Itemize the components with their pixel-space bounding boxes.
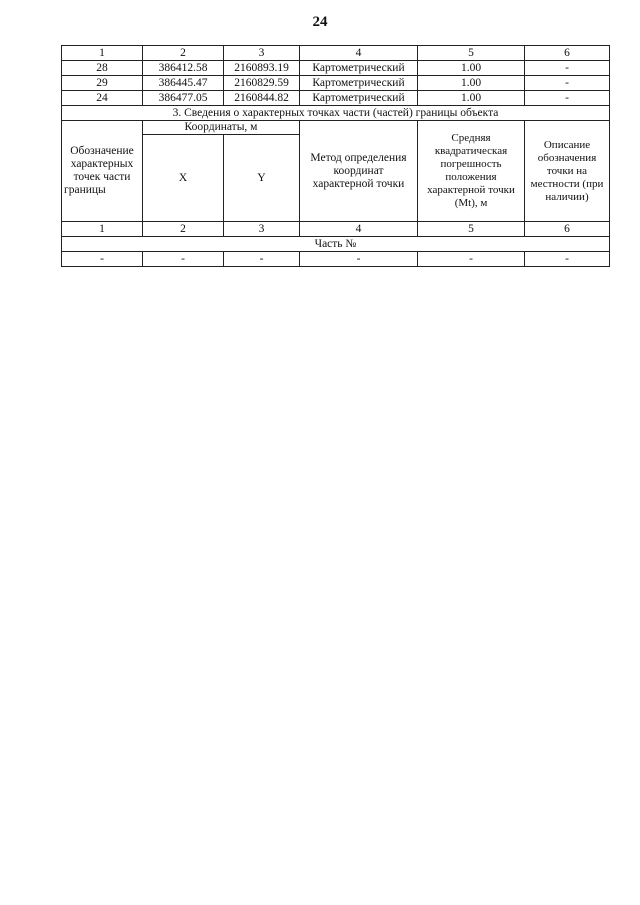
header-cell: 1 xyxy=(62,46,143,61)
part-label-row xyxy=(62,237,610,252)
error-cell: 1.00 xyxy=(418,91,525,106)
coordinates-table xyxy=(61,45,610,267)
header-cell: 3 xyxy=(224,222,300,237)
header-cell: 5 xyxy=(418,222,525,237)
empty-cell: - xyxy=(418,252,525,267)
section-title-row xyxy=(62,106,610,121)
header-row xyxy=(62,121,610,135)
description-header: Описание обозначения точки на местности (при наличии) xyxy=(525,121,610,222)
section-title: 3. Сведения о характерных точках части (частей) границы объекта xyxy=(62,106,610,121)
column-number-row xyxy=(62,222,610,237)
error-cell: 1.00 xyxy=(418,76,525,91)
table-row xyxy=(62,76,610,91)
header-cell: 2 xyxy=(143,222,224,237)
header-cell: 3 xyxy=(224,46,300,61)
method-cell: Картометрический xyxy=(300,91,418,106)
y-cell: 2160893.19 xyxy=(224,61,300,76)
page-number: 24 xyxy=(312,14,328,30)
header-cell: 4 xyxy=(300,222,418,237)
point-id-cell: 28 xyxy=(62,61,143,76)
x-header: X xyxy=(143,135,224,222)
coordinates-header: Координаты, м xyxy=(143,121,300,135)
header-cell: 2 xyxy=(143,46,224,61)
header-cell: 6 xyxy=(525,222,610,237)
header-cell: 5 xyxy=(418,46,525,61)
y-cell: 2160844.82 xyxy=(224,91,300,106)
error-header: Средняя квадратическая погрешность положения характерной точки (Mt), м xyxy=(418,121,525,222)
table-row xyxy=(62,91,610,106)
table-row xyxy=(62,61,610,76)
method-cell: Картометрический xyxy=(300,61,418,76)
empty-cell: - xyxy=(525,252,610,267)
x-cell: 386477.05 xyxy=(143,91,224,106)
table-row xyxy=(62,252,610,267)
header-cell: 1 xyxy=(62,222,143,237)
column-number-row xyxy=(62,46,610,61)
header-cell: 4 xyxy=(300,46,418,61)
point-id-cell: 29 xyxy=(62,76,143,91)
part-label: Часть № xyxy=(62,237,610,252)
description-cell: - xyxy=(525,61,610,76)
empty-cell: - xyxy=(224,252,300,267)
empty-cell: - xyxy=(62,252,143,267)
y-header: Y xyxy=(224,135,300,222)
description-cell: - xyxy=(525,76,610,91)
description-cell: - xyxy=(525,91,610,106)
y-cell: 2160829.59 xyxy=(224,76,300,91)
method-header: Метод определения координат характерной точки xyxy=(300,121,418,222)
method-cell: Картометрический xyxy=(300,76,418,91)
header-cell: 6 xyxy=(525,46,610,61)
x-cell: 386412.58 xyxy=(143,61,224,76)
point-designation-header: Обозначение характерных точек части границы xyxy=(62,121,143,222)
error-cell: 1.00 xyxy=(418,61,525,76)
x-cell: 386445.47 xyxy=(143,76,224,91)
point-id-cell: 24 xyxy=(62,91,143,106)
empty-cell: - xyxy=(143,252,224,267)
empty-cell: - xyxy=(300,252,418,267)
